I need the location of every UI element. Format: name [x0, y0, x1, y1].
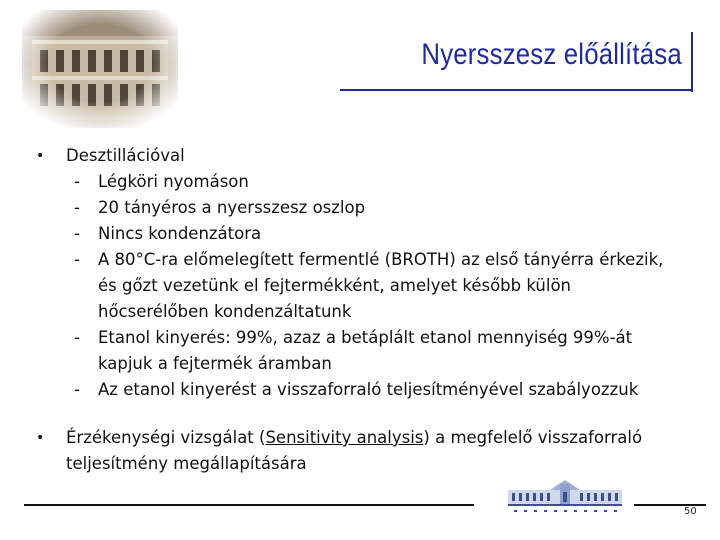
bullet-continuation — [30, 451, 710, 477]
sub-item-text: Nincs kondenzátora — [98, 224, 262, 243]
sub-item — [30, 169, 710, 195]
bullet-text-part: teljesítmény megállapítására — [66, 454, 307, 473]
sensitivity-analysis-term: Sensitivity analysis — [265, 428, 424, 447]
sub-item — [30, 377, 710, 403]
bullet-text-part: ) a megfelelő visszaforraló — [423, 428, 643, 447]
dash-icon: - — [74, 198, 80, 217]
dash-icon: - — [74, 250, 80, 269]
dash-icon: - — [74, 224, 80, 243]
bullet-item — [30, 143, 710, 169]
sub-item-text: A 80°C-ra előmelegített fermentlé (BROTH) az első tányérra érkezik, — [98, 250, 664, 269]
university-building-photo-icon — [22, 10, 178, 128]
bullet-item — [30, 425, 710, 451]
sub-item-text: és gőzt vezetünk el fejtermékként, amelyet később külön — [98, 276, 571, 295]
bullet-icon: • — [36, 148, 45, 164]
bullet-icon: • — [36, 430, 45, 446]
title-rule-vertical — [691, 32, 693, 92]
sub-item-continuation — [30, 273, 710, 299]
sub-item-text: Az etanol kinyerést a visszaforraló teljesítményével szabályozzuk — [98, 380, 639, 399]
bullet-text: Desztillációval — [66, 146, 185, 165]
page-number: 50 — [684, 506, 697, 517]
dash-icon: - — [74, 328, 80, 347]
sub-item-continuation — [30, 351, 710, 377]
title-rule-horizontal — [340, 89, 693, 91]
slide-content — [30, 143, 710, 477]
footer-rule-left — [24, 504, 474, 506]
sub-item — [30, 195, 710, 221]
sub-item — [30, 247, 710, 273]
university-logo-icon — [500, 478, 630, 516]
bullet-text-part: Érzékenységi vizsgálat ( — [66, 428, 266, 447]
sub-item — [30, 221, 710, 247]
spacer — [30, 403, 710, 425]
sub-item-continuation — [30, 299, 710, 325]
sub-item-text: Etanol kinyerés: 99%, azaz a betáplált etanol mennyiség 99%-át — [98, 328, 633, 347]
sub-item-text: 20 tányéros a nyersszesz oszlop — [98, 198, 366, 217]
sub-item — [30, 325, 710, 351]
slide-title: Nyersszesz előállítása — [421, 38, 682, 71]
sub-item-text: hőcserélőben kondenzáltatunk — [98, 302, 352, 321]
sub-item-text: kapjuk a fejtermék áramban — [98, 354, 332, 373]
dash-icon: - — [74, 380, 80, 399]
sub-item-text: Légköri nyomáson — [98, 172, 249, 191]
dash-icon: - — [74, 172, 80, 191]
